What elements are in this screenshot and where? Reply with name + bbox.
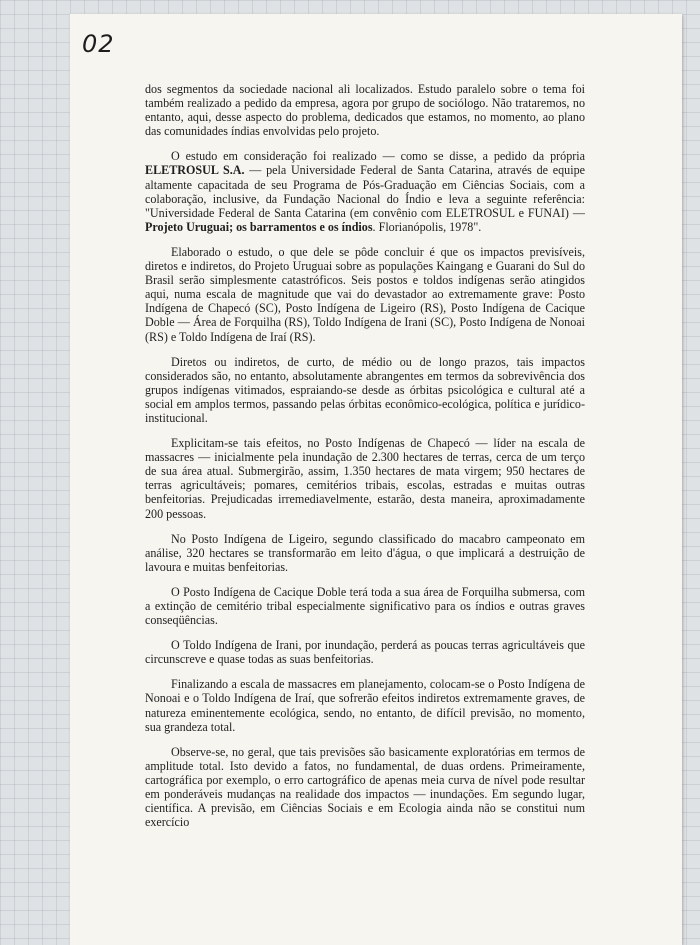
paragraph: Observe-se, no geral, que tais previsões são basicamente exploratórias em termos de amplitude total. Isto devido a fatos, no fundamental, de duas ordens. Primeiramente, cartográfica por exemplo, o erro cartográfico de apenas meia curva de nível pode resultar em ponderáveis mudanças na realidade dos impactos — inundações. Em segundo lugar, científica. A previsão, em Ciências Sociais e em Ecologia ainda não se constitui num exercício <box>145 744 585 830</box>
paragraph: dos segmentos da sociedade nacional ali localizados. Estudo paralelo sobre o tema foi também realizado a pedido da empresa, agora por grupo de sociólogo. Não trataremos, no entanto, aqui, desse aspecto do problema, dedicados que estamos, no momento, ao plano das comunidades índias envolvidas pelo projeto. <box>145 82 585 139</box>
paragraph-text: O estudo em consideração foi realizado — como se disse, a pedido da própria <box>171 149 585 164</box>
company-name: ELETROSUL S.A. <box>145 163 245 178</box>
paragraph <box>145 149 585 234</box>
handwritten-page-number: 02 <box>82 30 115 58</box>
paragraph: Explicitam-se tais efeitos, no Posto Indígenas de Chapecó — líder na escala de massacres — inicialmente pela inundação de 2.300 hectares de terras, cerca de um terço de sua área atual. Submergirão, assim, 1.350 hectares de mata virgem; 950 hectares de terras agricultáveis; pomares, cemitérios tribais, escolas, estradas e muitas outras benfeitorias. Prejudicadas irremediavelmente, estarão, desta maneira, aproximadamente 200 pessoas. <box>145 436 585 521</box>
paragraph: Diretos ou indiretos, de curto, de médio ou de longo prazos, tais impactos considerados são, no entanto, absolutamente abrangentes em termos da sobrevivência dos grupos indígenas vitimados, espraiando-se desde as órbitas psicológica e cultural até a social em amplos termos, passando pelas órbitas econômico-ecológica, política e jurídico-institucional. <box>145 354 585 425</box>
paragraph-text: — pela Universidade Federal de Santa Catarina, através de equipe altamente capacitada de seu Programa de Pós-Graduação em Ciências Sociais, com a colaboração, inclusive, da Fundação Nacional do Índio e leva a seguinte referência: "Universidade Federal de Santa Catarina (em convênio com ELETROSUL e FUNAI) — <box>145 163 585 220</box>
paragraph: O Toldo Indígena de Irani, por inundação, perderá as poucas terras agricultáveis que circunscreve e quase todas as suas benfeitorias. <box>145 638 585 667</box>
document-body <box>145 82 585 840</box>
paragraph: Elaborado o estudo, o que dele se pôde concluir é que os impactos previsíveis, diretos e indiretos, do Projeto Uruguai sobre as populações Kaingang e Guarani do Sul do Brasil serão simplesmente catastróficos. Seis postos e toldos indígenas serão atingidos aqui, numa escala de magnitude que vai do devastador ao extremamente grave: Posto Indígena de Chapecó (SC), Posto Indígena de Ligeiro (RS), Posto Indígena de Cacique Doble — Área de Forquilha (RS), Toldo Indígena de Irani (SC), Posto Indígena de Nonoai (RS) e Toldo Indígena de Iraí (RS). <box>145 244 585 344</box>
paragraph: No Posto Indígena de Ligeiro, segundo classificado do macabro campeonato em análise, 320 hectares se transformarão em leito d'água, o que implicará a destruição de lavoura e muitas benfeitorias. <box>145 531 585 574</box>
paragraph-text: . Florianópolis, 1978". <box>372 219 482 234</box>
paragraph: O Posto Indígena de Cacique Doble terá toda a sua área de Forquilha submersa, com a extinção de cemitério tribal especialmente significativo para os índios e outras graves conseqüências. <box>145 584 585 628</box>
paragraph: Finalizando a escala de massacres em planejamento, colocam-se o Posto Indígena de Nonoai e o Toldo Indígena de Iraí, que sofrerão efeitos indiretos extremamente graves, de natureza eminentemente ecológica, sendo, no entanto, de difícil previsão, no momento, sua grandeza total. <box>145 677 585 734</box>
project-title: Projeto Uruguai; os barramentos e os índios <box>145 219 373 234</box>
